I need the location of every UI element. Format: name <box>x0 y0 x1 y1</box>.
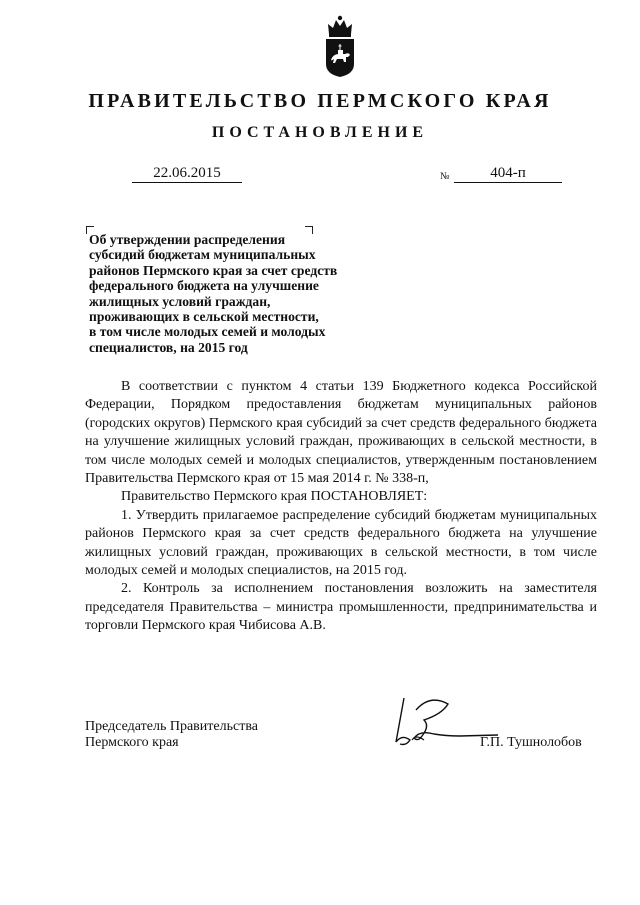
body-paragraph-item-2: 2. Контроль за исполнением постановления возложить на заместителя председателя Правительства – министра промышленности, предпринимательства и торговли Пермского края Чибисова А.В. <box>85 581 597 634</box>
body-paragraph-item-1: 1. Утвердить прилагаемое распределение субсидий бюджетам муниципальных районов Пермского края за счет средств федерального бюджета на улучшение жилищных условий граждан, проживающих в сельской местности, в том числе молодых семей и молодых специалистов, на 2015 год. <box>85 507 597 579</box>
signer-title-line: Пермского края <box>85 735 179 750</box>
signer-title <box>85 719 258 751</box>
subject-line: специалистов, на 2015 год <box>89 339 248 355</box>
body-paragraph-preamble: В соответствии с пунктом 4 статьи 139 Бюджетного кодекса Российской Федерации, Порядком предоставления бюджетам муниципальных районов (городских округов) Пермского края субсидий за счет средств федерального бюджета на улучшение жилищных условий граждан, проживающих в сельской местности, в том числе молодых семей и молодых специалистов, утвержденным постановлением Правительства Пермского края от 15 мая 2014 г. № 338-п, <box>85 379 597 487</box>
subject-line: Об утверждении распределения <box>89 232 286 247</box>
body-paragraph-resolves: Правительство Пермского края ПОСТАНОВЛЯЕТ: <box>121 489 428 505</box>
document-type-title: ПОСТАНОВЛЕНИЕ <box>211 124 429 141</box>
document-body <box>85 378 597 636</box>
document-number: 404-п <box>454 165 562 183</box>
subject-line: жилищных условий граждан, <box>89 293 271 309</box>
subject-line: федерального бюджета на улучшение <box>89 278 319 294</box>
document-subject <box>89 232 379 355</box>
number-sign: № <box>440 171 450 182</box>
signer-title-line: Председатель Правительства <box>85 719 258 734</box>
signer-name: Г.П. Тушнолобов <box>480 735 582 750</box>
document-date: 22.06.2015 <box>132 165 242 183</box>
subject-line: субсидий бюджетам муниципальных <box>89 247 316 263</box>
subject-line: проживающих в сельской местности, <box>89 309 319 325</box>
government-title: ПРАВИТЕЛЬСТВО ПЕРМСКОГО КРАЯ <box>88 90 552 112</box>
coat-of-arms-icon <box>323 14 357 78</box>
subject-line: районов Пермского края за счет средств <box>89 262 338 278</box>
subject-line: в том числе молодых семей и молодых <box>89 324 326 340</box>
